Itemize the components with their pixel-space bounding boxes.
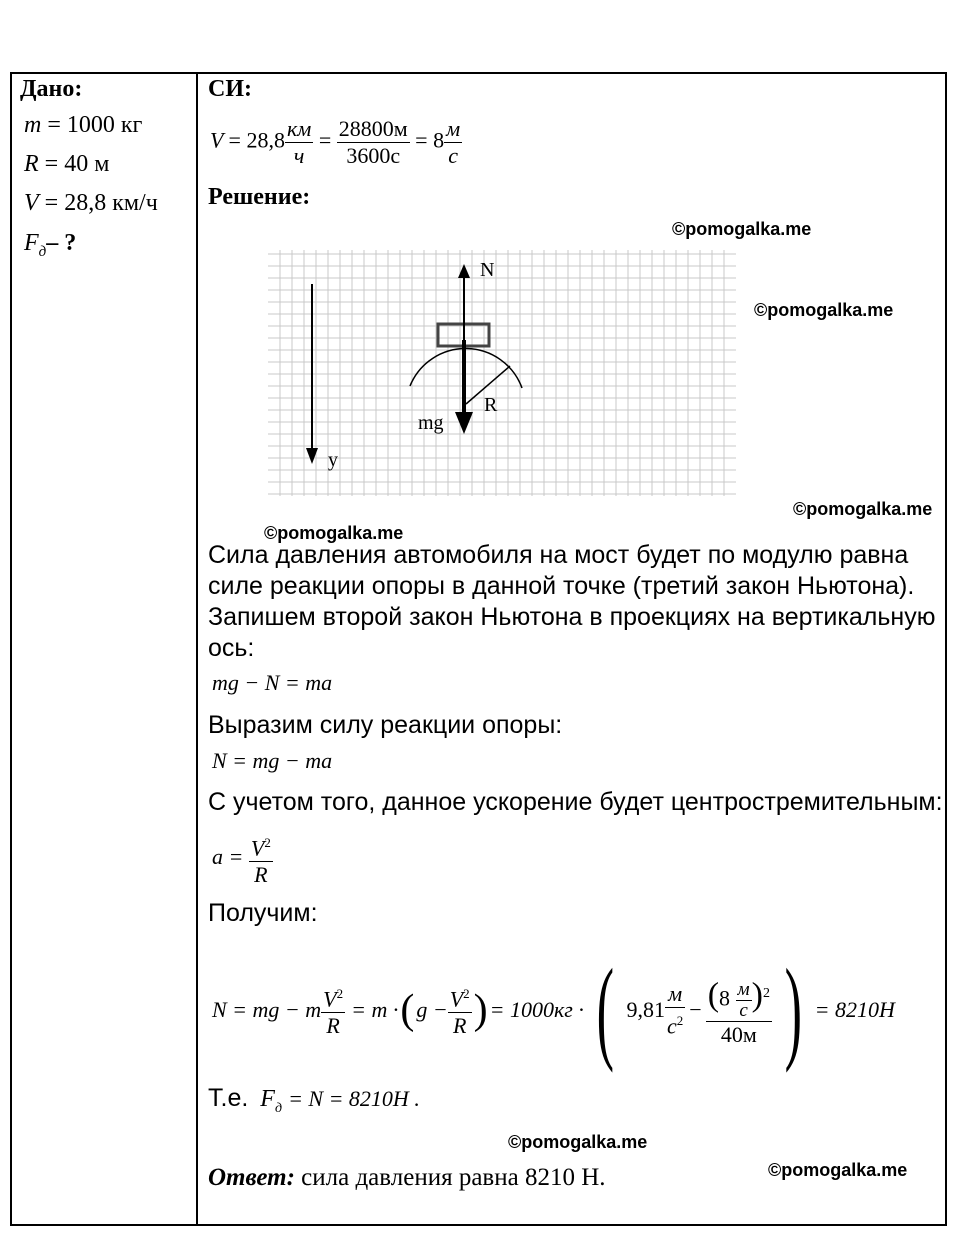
si-mid-num: 28800м (338, 116, 408, 141)
answer-label: Ответ: (208, 1164, 295, 1191)
equation-3 (212, 830, 273, 888)
big-minus: − (689, 997, 702, 1022)
watermark-5: ©pomogalka.me (508, 1132, 648, 1152)
si-heading: СИ: (208, 76, 252, 102)
given-velocity-symbol: V (24, 190, 39, 216)
big-bigparen-open: ( (596, 946, 614, 1074)
equation-1: mg − N = ma (212, 670, 333, 695)
big-eq-1000: = 1000кг · (489, 997, 584, 1022)
answer-text: сила давления равна 8210 Н. (301, 1164, 606, 1191)
big-paren-open: ( (400, 987, 415, 1033)
si-eq3: = (415, 127, 428, 153)
big-inner-paren-close: ) (751, 976, 763, 1014)
big-frac2-den: R (452, 1013, 467, 1039)
watermark-3: ©pomogalka.me (793, 499, 933, 519)
si-mid-den: 3600с (346, 143, 401, 168)
big-inner-paren-open: ( (707, 976, 720, 1014)
big-unit-frac (665, 981, 685, 1039)
therefore-sub: д (274, 1100, 283, 1116)
final-equation (212, 946, 895, 1074)
si-unit-num: км (286, 116, 312, 141)
big-unit-den (665, 1008, 685, 1039)
given-radius-symbol: R (24, 151, 39, 177)
si-value: 28,8 (246, 127, 285, 153)
therefore-f: F (260, 1086, 275, 1112)
given-unknown (24, 230, 76, 261)
given-mass-value: = 1000 кг (47, 112, 143, 138)
given-unknown-value: – ? (46, 230, 77, 256)
big-outer-sup: 2 (763, 986, 770, 1002)
eq3-lhs: a = (212, 844, 244, 870)
eq3-num (249, 830, 273, 862)
watermark-4: ©pomogalka.me (264, 523, 404, 543)
force-diagram (262, 248, 742, 500)
big-frac2-v: V (449, 986, 464, 1012)
big-frac3 (706, 972, 772, 1048)
watermark-2: ©pomogalka.me (754, 300, 894, 320)
big-eight: 8 (719, 985, 731, 1011)
big-frac3-num (706, 972, 772, 1022)
paragraph-1-line-2: силе реакции опоры в данной точке (третий закон Ньютона). (208, 572, 915, 600)
si-unit-den: ч (293, 143, 305, 168)
big-bigparen-close: ) (784, 946, 803, 1074)
si-res-num: м (446, 116, 461, 141)
given-mass (24, 112, 142, 139)
big-inner-num: м (737, 978, 750, 1000)
big-unit-num: м (665, 981, 685, 1008)
big-981: 9,81 (626, 997, 666, 1022)
label-n: N (480, 259, 495, 281)
big-inner-frac (736, 980, 752, 1021)
big-frac2-num (448, 981, 472, 1013)
big-inner-den: c (739, 999, 748, 1021)
given-mass-symbol: m (24, 112, 42, 138)
big-unit-den-c: c (667, 1013, 677, 1039)
si-v: V (210, 127, 224, 153)
answer-line (208, 1164, 606, 1192)
si-conversion (210, 116, 462, 169)
given-velocity-value: = 28,8 км/ч (44, 190, 158, 216)
label-r: R (484, 394, 498, 416)
paragraph-1-line-3: Запишем второй закон Ньютона в проекциях на вертикальную (208, 603, 936, 631)
given-radius-value: = 40 м (44, 151, 110, 177)
big-unit-den-sup: 2 (676, 1012, 684, 1028)
paragraph-4: Получим: (208, 899, 318, 927)
therefore-prefix: Т.е. (208, 1084, 249, 1112)
big-frac1 (321, 981, 345, 1039)
column-divider (196, 72, 198, 1226)
si-result-fraction (444, 116, 462, 169)
si-res-den: с (448, 143, 458, 168)
equation-2: N = mg − ma (212, 748, 333, 773)
eq3-num-v: V (250, 835, 265, 861)
label-y: y (328, 449, 338, 471)
watermark-6: ©pomogalka.me (768, 1160, 908, 1180)
paragraph-1 (208, 540, 935, 664)
given-unknown-symbol: F (24, 230, 39, 256)
big-start: N = mg − m (212, 997, 322, 1022)
eq3-den: R (254, 862, 268, 888)
paragraph-3: С учетом того, данное ускорение будет центростремительным: (208, 788, 943, 816)
big-paren-close: ) (473, 987, 488, 1033)
si-eq1: = (228, 127, 241, 153)
big-frac3-den: 40м (720, 1021, 757, 1047)
watermark-1: ©pomogalka.me (672, 219, 812, 239)
si-mid-fraction (337, 116, 410, 169)
big-frac2 (448, 981, 472, 1039)
big-g: g − (416, 997, 448, 1022)
si-eq2: = (318, 127, 332, 153)
eq3-fraction (249, 830, 273, 888)
given-unknown-sub: д (38, 243, 47, 260)
big-frac2-sup: 2 (463, 985, 470, 1001)
therefore-rest: = N = 8210Н . (288, 1086, 420, 1111)
big-frac1-num (321, 981, 345, 1013)
big-result: = 8210Н (814, 997, 895, 1022)
therefore-line (208, 1084, 420, 1117)
big-eq-m: = m · (351, 997, 399, 1022)
given-heading: Дано: (20, 76, 83, 102)
si-result: 8 (433, 127, 445, 153)
solution-heading: Решение: (208, 184, 311, 210)
big-frac1-v: V (323, 986, 337, 1012)
given-radius (24, 151, 109, 178)
big-frac1-sup: 2 (336, 985, 344, 1001)
paragraph-1-line-4: ось: (208, 634, 255, 662)
paragraph-2: Выразим силу реакции опоры: (208, 711, 563, 739)
eq3-num-sup: 2 (264, 835, 271, 850)
gravity-arrowhead (455, 412, 473, 434)
given-velocity (24, 190, 158, 217)
big-frac1-den: R (326, 1013, 340, 1039)
si-unit-fraction (285, 116, 313, 169)
paragraph-1-line-1: Сила давления автомобиля на мост будет по модулю равна (208, 541, 909, 569)
label-mg: mg (418, 412, 444, 434)
